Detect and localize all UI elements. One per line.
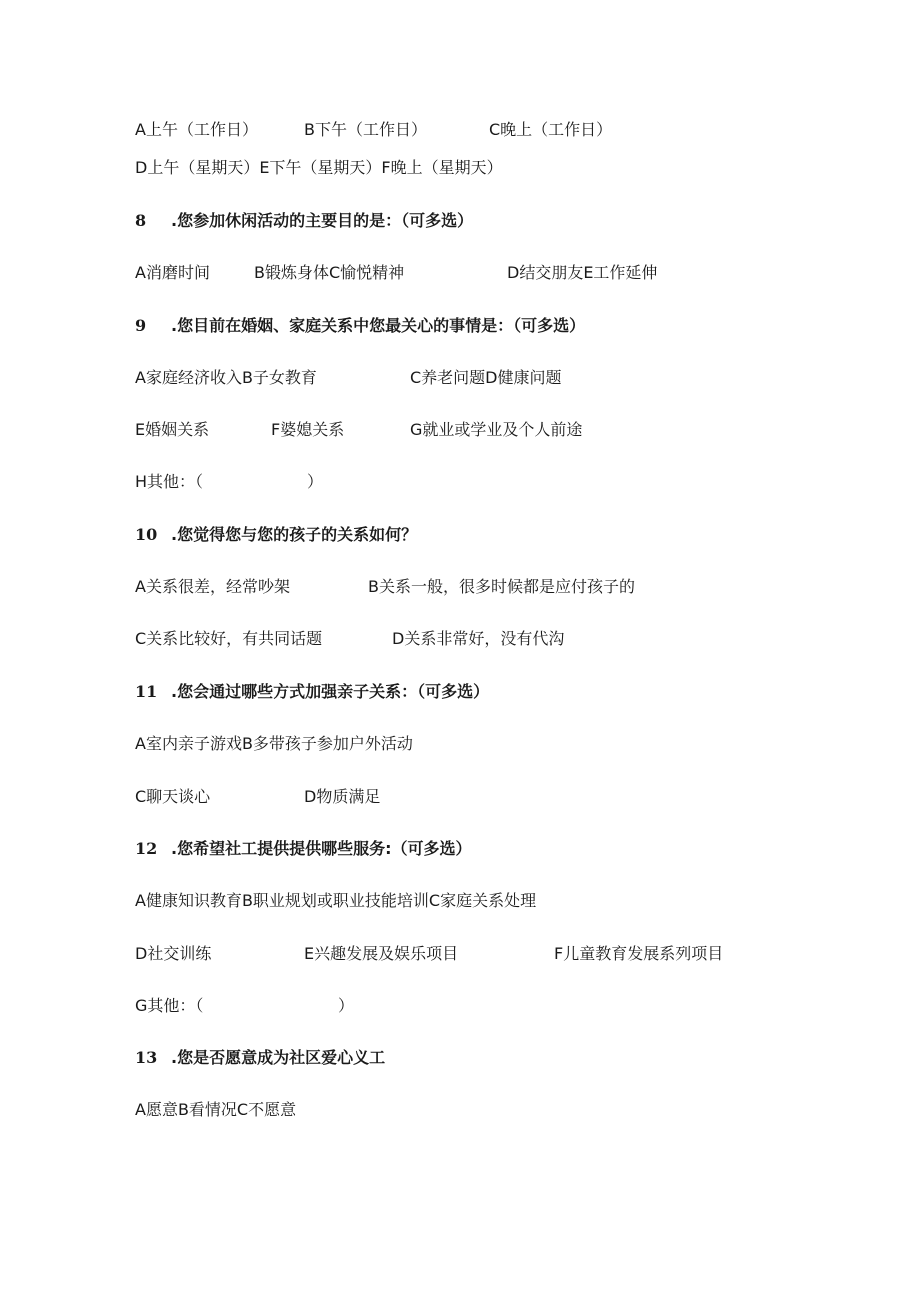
q7-option-def[interactable]: D上午（星期天）E下午（星期天）F晚上（星期天） bbox=[135, 158, 503, 177]
q11-option-d[interactable]: D物质满足 bbox=[304, 787, 381, 806]
q11-option-ab[interactable]: A室内亲子游戏B多带孩子参加户外活动 bbox=[135, 734, 413, 753]
q10-heading bbox=[135, 521, 417, 549]
q12-text: .您希望社工提供提供哪些服务:（可多选） bbox=[171, 839, 472, 858]
q9-option-g[interactable]: G就业或学业及个人前途 bbox=[410, 420, 583, 439]
q10-option-d[interactable]: D关系非常好，没有代沟 bbox=[392, 629, 565, 648]
q9-option-h[interactable]: H其他：（ bbox=[135, 472, 204, 491]
q9-option-e[interactable]: E婚姻关系 bbox=[135, 420, 210, 439]
q11-option-c[interactable]: C聊天谈心 bbox=[135, 787, 211, 806]
q12-option-g-close: ） bbox=[338, 996, 355, 1015]
q10-option-b[interactable]: B关系一般，很多时候都是应付孩子的 bbox=[368, 577, 635, 596]
q9-option-cd[interactable]: C养老问题D健康问题 bbox=[410, 368, 562, 387]
q11-number: 11 bbox=[135, 682, 158, 701]
q8-text: .您参加休闲活动的主要目的是：（可多选） bbox=[171, 211, 474, 230]
q8-heading bbox=[135, 207, 473, 235]
q13-option-abc[interactable]: A愿意B看情况C不愿意 bbox=[135, 1100, 297, 1119]
q13-number: 13 bbox=[135, 1048, 158, 1067]
q9-option-f[interactable]: F婆媳关系 bbox=[271, 420, 345, 439]
q12-option-e[interactable]: E兴趣发展及娱乐项目 bbox=[304, 944, 459, 963]
q10-option-c[interactable]: C关系比较好，有共同话题 bbox=[135, 629, 323, 648]
q9-option-h-close: ） bbox=[307, 472, 324, 491]
q8-number: 8 bbox=[135, 211, 147, 230]
q12-number: 12 bbox=[135, 839, 158, 858]
q10-option-a[interactable]: A关系很差，经常吵架 bbox=[135, 577, 290, 596]
q12-option-abc[interactable]: A健康知识教育B职业规划或职业技能培训C家庭关系处理 bbox=[135, 891, 537, 910]
q11-heading bbox=[135, 678, 489, 706]
q10-number: 10 bbox=[135, 525, 158, 544]
q12-heading bbox=[135, 835, 471, 863]
q9-text: .您目前在婚姻、家庭关系中您最关心的事情是：（可多选） bbox=[171, 316, 586, 335]
q13-heading bbox=[135, 1044, 385, 1072]
q7-option-c[interactable]: C晚上（工作日） bbox=[489, 120, 613, 139]
q9-heading bbox=[135, 312, 585, 340]
q12-option-d[interactable]: D社交训练 bbox=[135, 944, 212, 963]
q8-option-bc[interactable]: B锻炼身体C愉悦精神 bbox=[254, 263, 405, 282]
q7-option-b[interactable]: B下午（工作日） bbox=[304, 120, 427, 139]
q11-text: .您会通过哪些方式加强亲子关系：（可多选） bbox=[171, 682, 490, 701]
q13-text: .您是否愿意成为社区爱心义工 bbox=[171, 1048, 386, 1067]
q10-text: .您觉得您与您的孩子的关系如何？ bbox=[171, 525, 418, 544]
q9-option-ab[interactable]: A家庭经济收入B子女教育 bbox=[135, 368, 317, 387]
q12-option-f[interactable]: F儿童教育发展系列项目 bbox=[554, 944, 724, 963]
q8-option-a[interactable]: A消磨时间 bbox=[135, 263, 210, 282]
q8-option-de[interactable]: D结交朋友E工作延伸 bbox=[507, 263, 658, 282]
q7-option-a[interactable]: A上午（工作日） bbox=[135, 120, 258, 139]
q9-number: 9 bbox=[135, 316, 147, 335]
q12-option-g[interactable]: G其他：（ bbox=[135, 996, 204, 1015]
